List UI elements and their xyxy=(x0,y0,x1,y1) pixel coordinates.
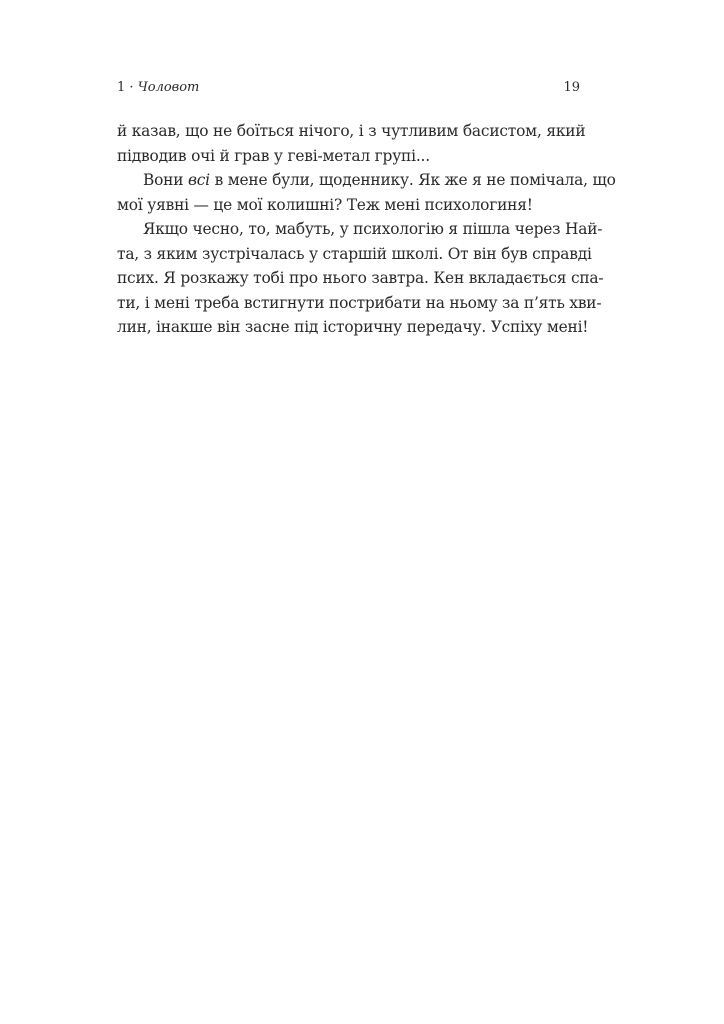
text-line: псих. Я розкажу тобі про нього завтра. Кен вкладається спа- xyxy=(117,269,604,287)
text-line: Якщо чесно, то, мабуть, у психологію я пішла через Най- xyxy=(143,220,603,238)
text-line: та, з яким зустрічалась у старшій школі. От він був справді xyxy=(117,244,592,263)
paragraph xyxy=(117,168,616,217)
text-run: Вони xyxy=(143,171,188,189)
text-line xyxy=(117,168,616,193)
text-line: ти, і мені треба встигнути пострибати на ньому за п’ять хви- xyxy=(117,293,602,312)
chapter-heading xyxy=(117,80,199,95)
body-text xyxy=(117,119,616,340)
chapter-separator: · xyxy=(125,80,138,95)
emphasized-word: всі xyxy=(187,171,210,189)
text-run: в мене були, щоденнику. Як же я не помічала, що xyxy=(209,171,616,189)
chapter-title: Чоловот xyxy=(137,80,200,95)
text-line: й казав, що не боїться нічого, і з чутливим басистом, який xyxy=(117,122,586,140)
page-number: 19 xyxy=(563,80,580,95)
text-line: мої уявні — це мої колишні? Теж мені психологиня! xyxy=(117,195,533,214)
text-line: лин, інакше він засне під історичну передачу. Успіху мені! xyxy=(117,318,589,336)
chapter-number: 1 xyxy=(117,80,126,95)
text-line: підводив очі й грав у геві-метал групі... xyxy=(117,146,430,165)
paragraph xyxy=(117,119,586,168)
paragraph xyxy=(117,217,604,340)
running-head xyxy=(117,80,580,100)
